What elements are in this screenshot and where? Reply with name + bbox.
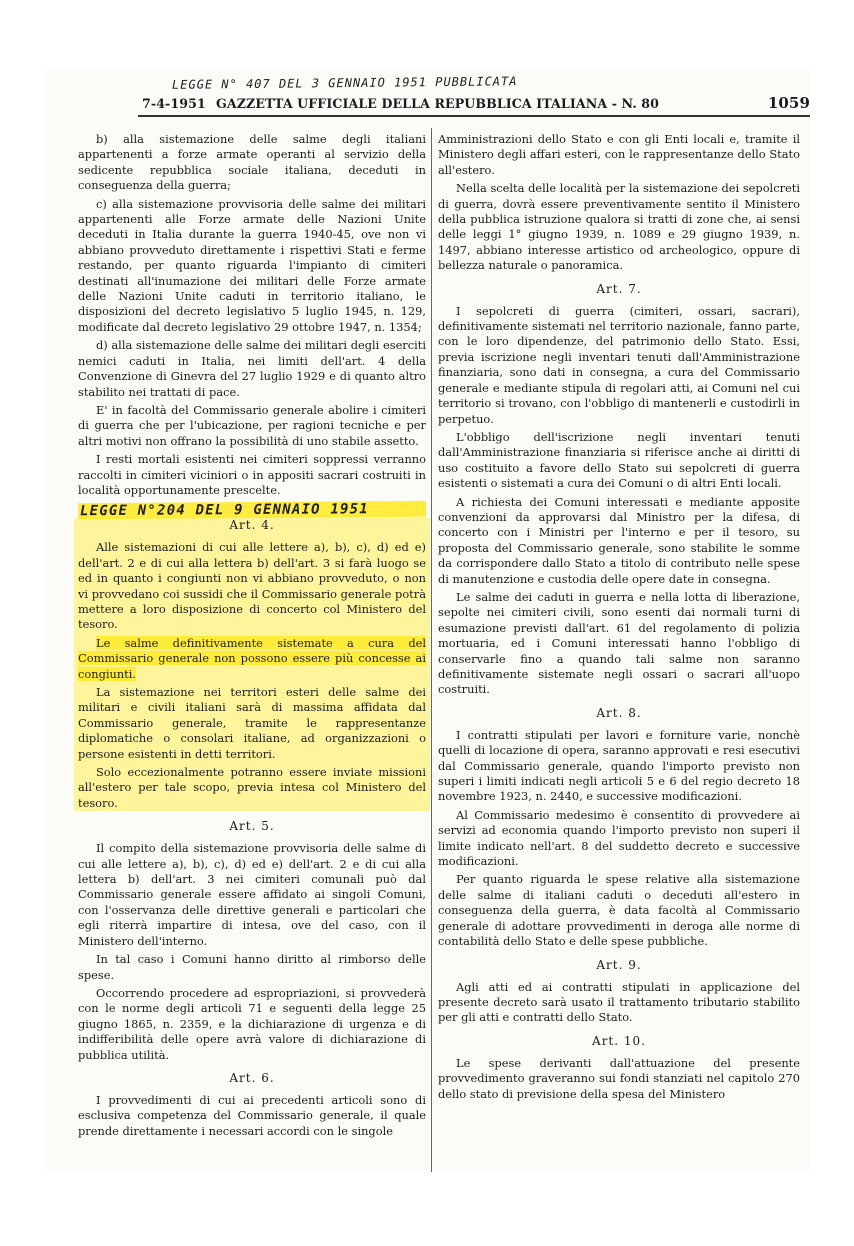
article-heading: Art. 10.: [592, 1033, 646, 1048]
paragraph: d) alla sistemazione delle salme dei militari degli eserciti nemici caduti in Italia, nei limiti dell'art. 4 della Convenzione di Ginevra del 27 luglio 1929 e di quanto altro stabilito nei trattati di pace.: [78, 338, 426, 399]
paragraph: I provvedimenti di cui ai precedenti articoli sono di esclusiva competenza del Commissario generale, il quale prende direttamente i necessari accordi con le singole: [78, 1092, 426, 1138]
paragraph: c) alla sistemazione provvisoria delle salme dei militari appartenenti alle Forze armate delle Nazioni Unite deceduti in Italia durante la guerra 1940-45, ove non vi abbiano provveduto direttamente i rispettivi Stati e ferme restando, per quanto riguarda l'impianto di cimiteri destinati all'inumazione dei militari delle Forze armate delle Nazioni Unite caduti in territorio italiano, le disposizioni del decreto legislativo 5 luglio 1945, n. 129, modificate dal decreto legislativo 29 ottobre 1947, n. 1354;: [78, 196, 426, 334]
paragraph: b) alla sistemazione delle salme degli italiani appartenenti a forze armate operanti al servizio della sedicente repubblica sociale italiana, deceduti in conseguenza della guerra;: [78, 132, 426, 193]
page-header: [94, 94, 810, 114]
article-heading: Art. 6.: [229, 1070, 275, 1085]
paragraph: E' in facoltà del Commissario generale abolire i cimiteri di guerra che per l'ubicazione, per ragioni tecniche e per altri motivi non offrano la possibilità di uno stabile assetto.: [78, 402, 426, 448]
right-column: [438, 132, 800, 1105]
article-heading: Art. 9.: [596, 957, 642, 972]
paragraph: [78, 636, 426, 682]
column-divider: [431, 128, 432, 1172]
paragraph: Solo eccezionalmente potranno essere inviate missioni all'estero per tale scopo, previa intesa col Ministero del tesoro.: [78, 765, 426, 810]
paragraph: I contratti stipulati per lavori e forniture varie, nonchè quelli di locazione di opera, saranno approvati e resi esecutivi dal Commissario generale, quando l'importo previsto non superi i limiti indicati negli articoli 5 e 6 del regio decreto 18 novembre 1923, n. 2440, e successive modificazioni.: [438, 727, 800, 804]
paragraph: Nella scelta delle località per la sistemazione dei sepolcreti di guerra, dovrà essere preventivamente sentito il Ministero della pubblica istruzione qualora si tratti di zone che, ai sensi delle leggi 1° giugno 1939, n. 1089 e 29 giugno 1939, n. 1497, abbiano interesse artistico od archeologico, oppure di bellezza naturale o panoramica.: [438, 181, 800, 273]
article-heading: Art. 7.: [596, 281, 642, 296]
paragraph: I resti mortali esistenti nei cimiteri soppressi verranno raccolti in cimiteri viciniori o in appositi sacrari costruiti in località opportunamente prescelte.: [78, 452, 426, 497]
page-number: 1059: [767, 94, 810, 112]
paragraph: Per quanto riguarda le spese relative alla sistemazione delle salme di italiani caduti o deceduti all'estero in conseguenza della guerra, è data facoltà al Commissario generale di adottare provvedimenti in deroga alle norme di contabilità dello Stato e delle spese pubbliche.: [438, 872, 800, 949]
paragraph: Agli atti ed ai contratti stipulati in applicazione del presente decreto sarà usato il trattamento tributario stabilito per gli atti e contratti dello Stato.: [438, 979, 800, 1025]
article-heading: Art. 4.: [229, 518, 275, 533]
paragraph: I sepolcreti di guerra (cimiteri, ossari, sacrari), definitivamente sistemati nel territorio nazionale, fanno parte, con le loro dipendenze, del patrimonio dello Stato. Essi, previa iscrizione negli inventari tenuti dall'Amministrazione finanziaria, sono dati in consegna, a cura del Commissario generale e mediante stipula di regolari atti, ai Comuni nel cui territorio si trovano, con l'obbligo di mantenerli e custodirli in perpetuo.: [438, 303, 800, 426]
paragraph: La sistemazione nei territori esteri delle salme dei militari e civili italiani sarà di massima affidata dal Commissario generale, tramite le rappresentanze diplomatiche o consolari italiane, ad organizzazioni o persone esistenti in detti territori.: [78, 685, 426, 761]
header-title: GAZZETTA UFFICIALE DELLA REPUBBLICA ITALIANA - N. 80: [216, 96, 660, 111]
paragraph: Amministrazioni dello Stato e con gli Enti locali e, tramite il Ministero degli affari esteri, con le rappresentanze dello Stato all'estero.: [438, 132, 800, 177]
highlighted-section: [74, 518, 430, 811]
paragraph: In tal caso i Comuni hanno diritto al rimborso delle spese.: [78, 952, 426, 982]
handwritten-law-annotation: LEGGE N°204 DEL 9 GENNAIO 1951: [78, 501, 426, 519]
header-rule: [138, 115, 810, 117]
paragraph: Occorrendo procedere ad espropriazioni, si provvederà con le norme degli articoli 71 e seguenti della legge 25 giugno 1865, n. 2359, e la dichiarazione di urgenza e di indifferibilità delle opere avrà valore di dichiarazione di pubblica utilità.: [78, 985, 426, 1062]
paragraph: Alle sistemazioni di cui alle lettere a), b), c), d) ed e) dell'art. 2 e di cui alla lettera b) dell'art. 3 si farà luogo se ed in quanto i congiunti non vi abbiano provveduto, o non vi provvedano coi sussidi che il Commissario generale potrà mettere a loro disposizione di concerto col Ministero del tesoro.: [78, 540, 426, 632]
left-column: [78, 132, 426, 1142]
article-heading: Art. 5.: [229, 819, 275, 834]
highlighted-text: Le salme definitivamente sistemate a cura del Commissario generale non possono essere più concesse ai congiunti.: [78, 635, 426, 681]
paragraph: Il compito della sistemazione provvisoria delle salme di cui alle lettere a), b), c), d) ed e) dell'art. 2 e di cui alla lettera b) dell'art. 3 nei cimiteri comunali può dal Commissario generale essere affidato ai singoli Comuni, con l'osservanza delle direttive generali e particolari che egli riterrà impartire di intesa, ove del caso, con il Ministero dell'interno.: [78, 841, 426, 948]
paragraph: Le salme dei caduti in guerra e nella lotta di liberazione, sepolte nei cimiteri civili, sono esenti dai normali turni di esumazione previsti dall'art. 61 del regolamento di polizia mortuaria, ed i Comuni interessati hanno l'obbligo di conservarle fino a quando tali salme non saranno definitivamente sistemate negli ossari o sacrari all'uopo costruiti.: [438, 589, 800, 697]
paragraph: L'obbligo dell'iscrizione negli inventari tenuti dall'Amministrazione finanziaria si riferisce anche ai diritti di uso costituito a favore dello Stato sui sepolcreti di guerra esistenti o sistemati a cura dei Comuni o di altri Enti locali.: [438, 429, 800, 491]
header-date: 7-4-1951: [142, 96, 206, 111]
gazette-page: [44, 70, 810, 1170]
article-heading: Art. 8.: [596, 705, 642, 720]
paragraph: A richiesta dei Comuni interessati e mediante apposite convenzioni da approvarsi dal Ministro per la difesa, di concerto con i Ministri per l'interno e per il tesoro, su proposta del Commissario generale, sono stabilite le somme da corrispondere dallo Stato a titolo di contributo nelle spese di manutenzione e custodia delle opere date in consegna.: [438, 494, 800, 586]
paragraph: Le spese derivanti dall'attuazione del presente provvedimento graveranno sui fondi stanziati nel capitolo 270 dello stato di previsione della spesa del Ministero: [438, 1055, 800, 1101]
paragraph: Al Commissario medesimo è consentito di provvedere ai servizi ad economia quando l'importo previsto non superi il limite indicato nell'art. 8 del suddetto decreto e successive modificazioni.: [438, 807, 800, 869]
handwritten-header-note: LEGGE N° 407 DEL 3 GENNAIO 1951 PUBBLICATA: [171, 74, 518, 92]
